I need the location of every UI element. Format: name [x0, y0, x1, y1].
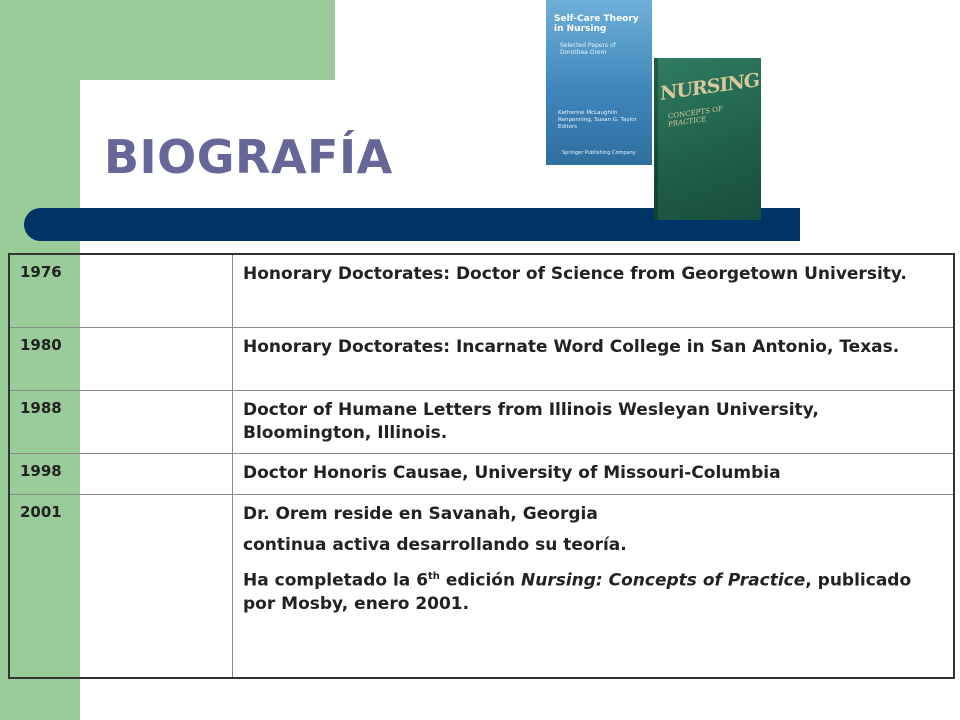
description-cell: Doctor of Humane Letters from Illinois Wesleyan University, Bloomington, Illinois.	[233, 391, 955, 454]
edition-post: , publicado por Mosby, enero 2001.	[243, 570, 912, 614]
green-top-decoration	[0, 0, 335, 80]
slide-title: BIOGRAFÍA	[104, 130, 393, 184]
table-row	[9, 391, 954, 454]
year-cell: 1976	[9, 254, 233, 328]
year-cell: 1998	[9, 454, 233, 495]
table-row	[9, 254, 954, 328]
description-cell	[233, 495, 955, 679]
book-title-italic: Nursing: Concepts of Practice	[521, 570, 806, 591]
table-row	[9, 328, 954, 391]
edition-ordinal-suffix: th	[428, 571, 440, 582]
book1-publisher: Springer Publishing Company	[562, 150, 636, 156]
book1-role: Editors	[558, 124, 578, 130]
book2-subtitle: CONCEPTS OF PRACTICE	[668, 104, 723, 129]
book2-spine	[654, 58, 658, 220]
book2-title: NURSING	[660, 69, 759, 105]
year-cell: 1980	[9, 328, 233, 391]
description-cell: Honorary Doctorates: Incarnate Word College in San Antonio, Texas.	[233, 328, 955, 391]
year-cell: 1988	[9, 391, 233, 454]
table-row	[9, 454, 954, 495]
book1-author-names: Katherine McLaughlin Renpenning, Susan G. Taylor	[558, 110, 637, 123]
book-cover-self-care-theory	[546, 0, 652, 165]
book1-title: Self-Care Theory in Nursing	[554, 14, 639, 34]
residence-line: Dr. Orem reside en Savanah, Georgia	[243, 504, 598, 524]
book1-subtitle: Selected Papers of Dorothea Orem	[560, 42, 616, 56]
biography-table	[8, 253, 955, 679]
edition-line	[243, 565, 943, 616]
book-cover-nursing-concepts	[654, 58, 761, 220]
activity-line: continua activa desarrollando su teoría.	[243, 535, 627, 555]
edition-pre: Ha completado la 6	[243, 570, 429, 591]
description-cell: Doctor Honoris Causae, University of Missouri-Columbia	[233, 454, 955, 495]
year-cell: 2001	[9, 495, 233, 679]
book1-authors	[558, 110, 644, 131]
edition-mid: edición	[439, 570, 521, 591]
description-cell: Honorary Doctorates: Doctor of Science from Georgetown University.	[233, 254, 955, 328]
table-row	[9, 495, 954, 679]
